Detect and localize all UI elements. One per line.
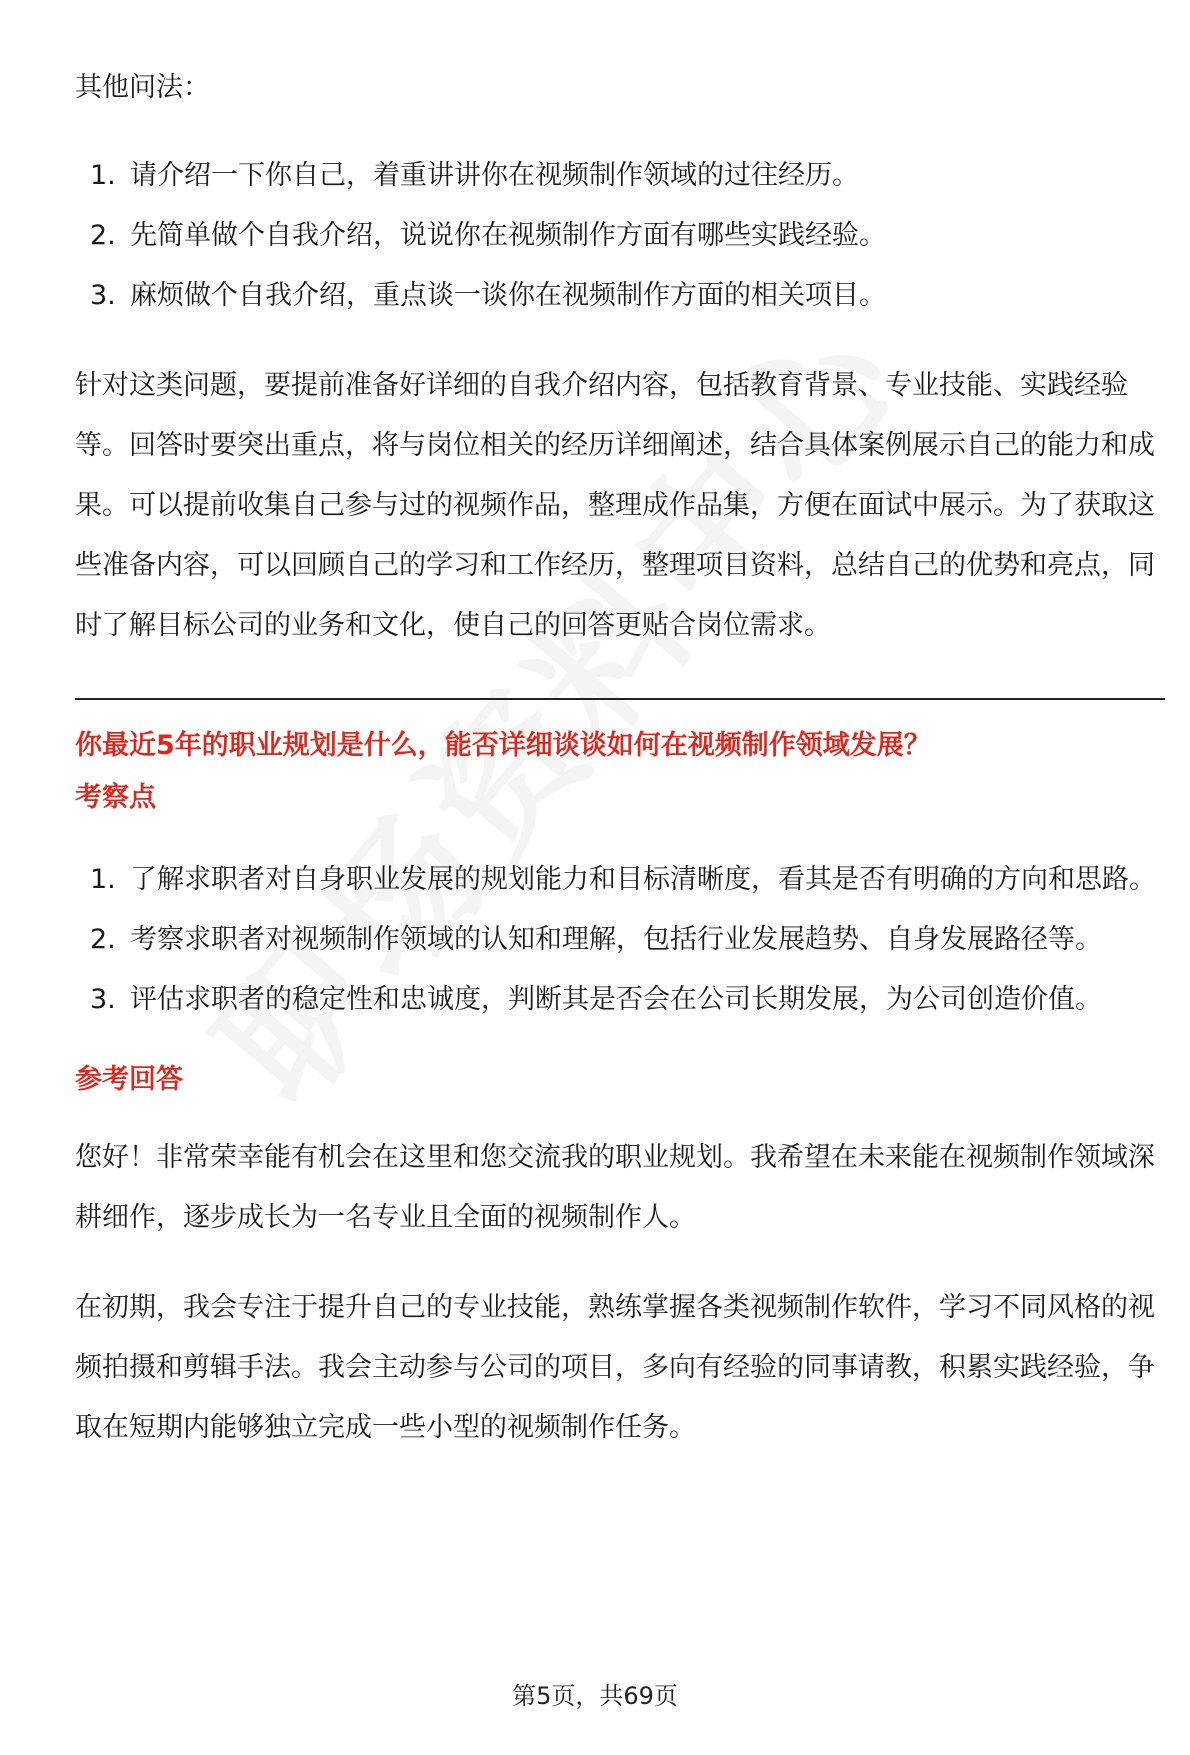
list-text: 请介绍一下你自己，着重讲讲你在视频制作领域的过往经历。 xyxy=(130,160,859,191)
section-divider xyxy=(75,698,1165,700)
question-title: 你最近5年的职业规划是什么，能否详细谈谈如何在视频制作领域发展？ xyxy=(75,730,931,761)
assessment-list xyxy=(75,850,1170,1030)
list-number: 1. xyxy=(90,160,116,191)
page-footer: 第5页，共69页 xyxy=(512,1682,678,1710)
list-item xyxy=(75,910,1170,970)
list-text: 麻烦做个自我介绍，重点谈一谈你在视频制作方面的相关项目。 xyxy=(130,280,886,311)
list-number: 1. xyxy=(90,864,116,895)
list-text: 先简单做个自我介绍，说说你在视频制作方面有哪些实践经验。 xyxy=(130,220,886,251)
list-text: 考察求职者对视频制作领域的认知和理解，包括行业发展趋势、自身发展路径等。 xyxy=(130,924,1102,955)
list-item xyxy=(75,850,1170,910)
list-item xyxy=(75,970,1170,1030)
list-item xyxy=(75,146,1170,206)
list-number: 3. xyxy=(90,280,116,311)
list-text: 了解求职者对自身职业发展的规划能力和目标清晰度，看其是否有明确的方向和思路。 xyxy=(130,864,1156,895)
list-item xyxy=(75,206,1170,266)
assessment-heading: 考察点 xyxy=(75,782,156,813)
answer-paragraph: 在初期，我会专注于提升自己的专业技能，熟练掌握各类视频制作软件，学习不同风格的视频拍摄和剪辑手法。我会主动参与公司的项目，多向有经验的同事请教，积累实践经验，争取在短期内能够独立完成一些小型的视频制作任务。 xyxy=(75,1292,1155,1443)
document-page xyxy=(75,58,1170,1458)
list-number: 2. xyxy=(90,924,116,955)
advice-paragraph: 针对这类问题，要提前准备好详细的自我介绍内容，包括教育背景、专业技能、实践经验等。回答时要突出重点，将与岗位相关的经历详细阐述，结合具体案例展示自己的能力和成果。可以提前收集自己参与过的视频作品，整理成作品集，方便在面试中展示。为了获取这些准备内容，可以回顾自己的学习和工作经历，整理项目资料，总结自己的优势和亮点，同时了解目标公司的业务和文化，使自己的回答更贴合岗位需求。 xyxy=(75,370,1155,641)
answer-heading: 参考回答 xyxy=(75,1064,183,1095)
list-number: 2. xyxy=(90,220,116,251)
alt-questions-label: 其他问法： xyxy=(75,72,210,103)
list-number: 3. xyxy=(90,984,116,1015)
alt-questions-list xyxy=(75,146,1170,326)
list-text: 评估求职者的稳定性和忠诚度，判断其是否会在公司长期发展，为公司创造价值。 xyxy=(130,984,1102,1015)
answer-paragraph: 您好！非常荣幸能有机会在这里和您交流我的职业规划。我希望在未来能在视频制作领域深耕细作，逐步成长为一名专业且全面的视频制作人。 xyxy=(75,1142,1155,1233)
list-item xyxy=(75,266,1170,326)
